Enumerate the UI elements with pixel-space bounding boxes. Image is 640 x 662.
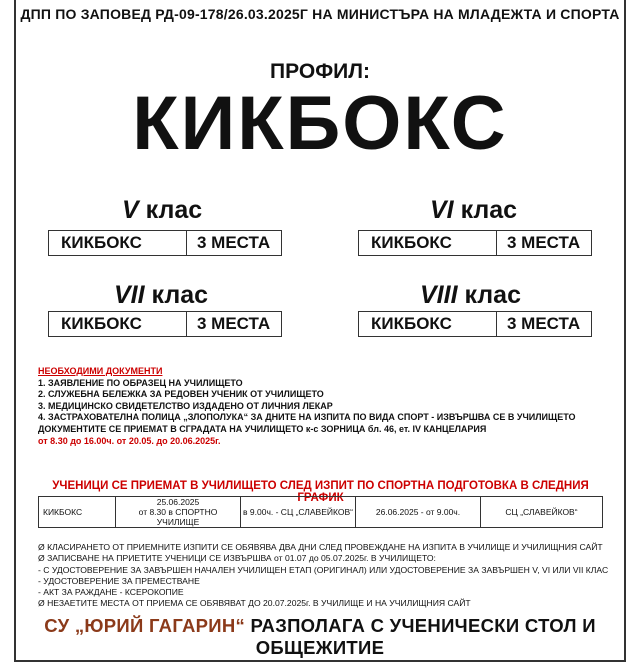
note-item: - УДОСТОВЕРЕНИЕ ЗА ПРЕМЕСТВАНЕ (38, 575, 200, 586)
footer-banner (0, 615, 640, 659)
notes (38, 542, 613, 610)
profile-name: КИКБОКС (132, 81, 508, 166)
class-box-vii (48, 311, 282, 337)
schedule-table (38, 496, 603, 528)
class-places: 3 МЕСТА (507, 233, 581, 252)
class-title-v: V клас (122, 196, 203, 224)
note-item: Ø НЕЗАЕТИТЕ МЕСТА ОТ ПРИЕМА СЕ ОБЯВЯВАТ ДО 20.07.2025г. В УЧИЛИЩЕ И НА УЧИЛИЩНИЯ САЙТ (38, 598, 471, 609)
schedule-title: УЧЕНИЦИ СЕ ПРИЕМАТ В УЧИЛИЩЕТО СЛЕД ИЗПИТ ПО СПОРТНА ПОДГОТОВКА В СЛЕДНИЯ ГРАФИК (52, 480, 589, 504)
class-sport: КИКБОКС (359, 231, 497, 255)
class-box-v (48, 230, 282, 256)
order-header: ДПП ПО ЗАПОВЕД РД-09-178/26.03.2025Г НА МИНИСТЪРА НА МЛАДЕЖТА И СПОРТА (20, 6, 620, 22)
class-sport: КИКБОКС (49, 231, 187, 255)
class-title-vi: VI клас (430, 196, 518, 224)
documents-title: НЕОБХОДИМИ ДОКУМЕНТИ (38, 366, 163, 376)
class-box-viii (358, 311, 592, 337)
schedule-place1: в 9.00ч. - СЦ „СЛАВЕЙКОВ“ (241, 497, 356, 528)
school-name: СУ „ЮРИЙ ГАГАРИН“ (44, 615, 246, 636)
required-documents (38, 366, 608, 447)
note-item: - С УДОСТОВЕРЕНИЕ ЗА ЗАВЪРШЕН НАЧАЛЕН УЧИЛИЩЕН ЕТАП (ОРИГИНАЛ) ИЛИ УДОСТОВЕРЕНИЕ ЗА ЗАВЪРШЕН V, VI ИЛИ VII КЛАС (38, 564, 609, 575)
submit-hours: от 8.30 до 16.00ч. от 20.05. до 20.06.2025г. (38, 435, 221, 446)
document-item: 4. ЗАСТРАХОВАТЕЛНА ПОЛИЦА „ЗЛОПОЛУКА“ ЗА ДНИТЕ НА ИЗПИТА ПО ВИДА СПОРТ - ИЗВЪРШВА СЕ В УЧИЛИЩЕТО (38, 412, 576, 423)
class-sport: КИКБОКС (49, 312, 187, 336)
note-item: Ø КЛАСИРАНЕТО ОТ ПРИЕМНИТЕ ИЗПИТИ СЕ ОБЯВЯВА ДВА ДНИ СЛЕД ПРОВЕЖДАНЕ НА ИЗПИТА В УЧИЛИЩЕ И УЧИЛИЩНИЯ САЙТ (38, 542, 603, 552)
class-places: 3 МЕСТА (197, 233, 271, 252)
note-item: Ø ЗАПИСВАНЕ НА ПРИЕТИТЕ УЧЕНИЦИ СЕ ИЗВЪРШВА от 01.07 до 05.07.2025г. В УЧИЛИЩЕТО: (38, 553, 436, 564)
class-box-vi (358, 230, 592, 256)
schedule-sport: КИКБОКС (39, 497, 116, 528)
class-places: 3 МЕСТА (507, 314, 581, 333)
schedule-time1: от 8.30 в СПОРТНО УЧИЛИЩЕ (138, 507, 218, 527)
submit-location: ДОКУМЕНТИТЕ СЕ ПРИЕМАТ В СГРАДАТА НА УЧИЛИЩЕТО к-с ЗОРНИЦА бл. 46, ет. IV КАНЦЕЛАРИЯ (38, 423, 487, 434)
class-title-viii: VIII клас (420, 281, 521, 309)
profile-label: ПРОФИЛ: (270, 60, 370, 83)
schedule-date1: 25.06.2025 (156, 497, 200, 507)
class-sport: КИКБОКС (359, 312, 497, 336)
schedule-date2: 26.06.2025 - от 9.00ч. (356, 497, 481, 528)
schedule-day1 (116, 497, 241, 528)
note-item: - АКТ ЗА РАЖДАНЕ - КСЕРОКОПИЕ (38, 587, 184, 598)
class-title-vii: VII клас (114, 281, 209, 309)
schedule-place2: СЦ „СЛАВЕЙКОВ“ (481, 497, 603, 528)
table-row (39, 497, 603, 528)
document-item: 3. МЕДИЦИНСКО СВИДЕТЕЛСТВО ИЗДАДЕНО ОТ ЛИЧНИЯ ЛЕКАР (38, 400, 333, 411)
class-places: 3 МЕСТА (197, 314, 271, 333)
footer-text: РАЗПОЛАГА С УЧЕНИЧЕСКИ СТОЛ И ОБЩЕЖИТИЕ (245, 615, 596, 658)
document-item: 2. СЛУЖЕБНА БЕЛЕЖКА ЗА РЕДОВЕН УЧЕНИК ОТ УЧИЛИЩЕТО (38, 389, 324, 400)
document-item: 1. ЗАЯВЛЕНИЕ ПО ОБРАЗЕЦ НА УЧИЛИЩЕТО (38, 377, 243, 388)
